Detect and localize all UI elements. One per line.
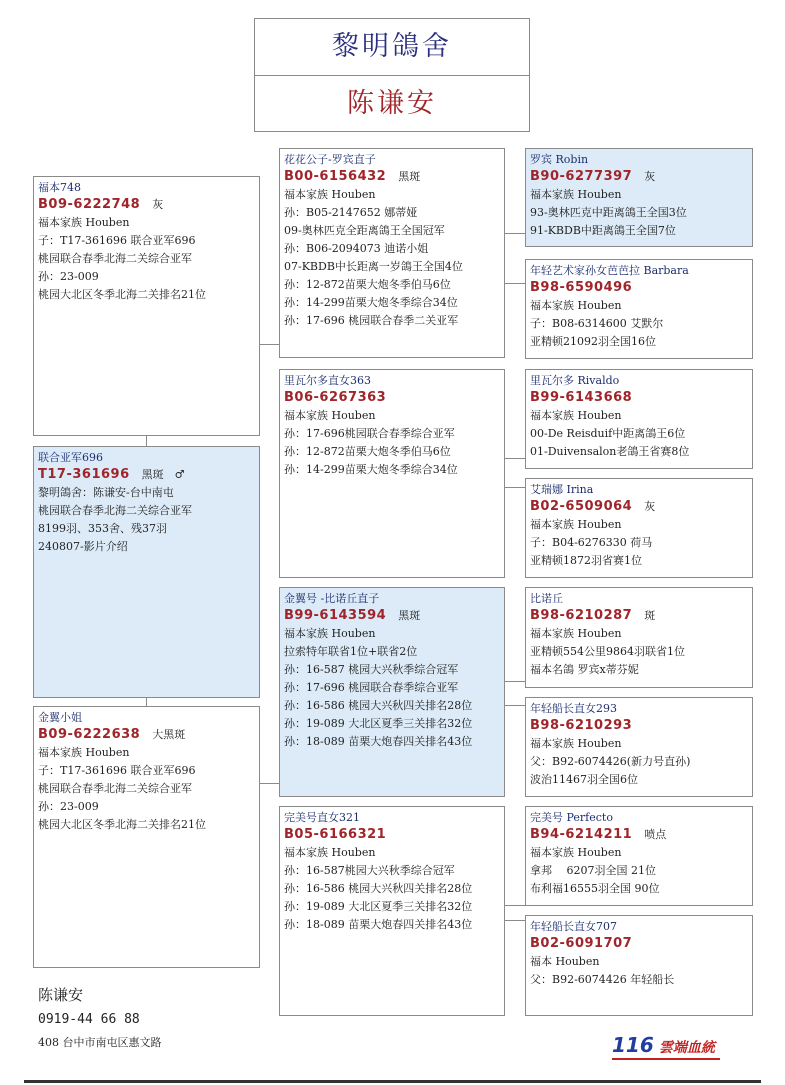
pigeon-name: 年轻艺术家孙女芭芭拉 Barbara (530, 264, 689, 277)
dam-dam-dam-card (525, 915, 753, 1016)
info-line: 01-Duivensalon老鴿王省赛8位 (530, 445, 690, 458)
info-line: 孙：B05-2147652 娜蒂娅 (284, 206, 418, 219)
info-line: 亚精顿554公里9864羽联省1位 (530, 645, 685, 658)
connector-line (504, 283, 525, 284)
info-line: 福本家族 Houben (284, 188, 376, 201)
feather-color: 灰 (644, 170, 656, 183)
connector-line (504, 458, 525, 459)
info-line: 福本家族 Houben (530, 409, 622, 422)
info-line: 孙：12-872苗栗大炮冬季伯马6位 (284, 445, 451, 458)
info-line: 拉索特年联省1位+联省2位 (284, 645, 418, 658)
ring-number: B06-6267363 (284, 390, 387, 405)
contact-address: 408 台中市南屯区惠文路 (38, 1036, 162, 1049)
info-line: 亚精顿21092羽全国16位 (530, 335, 656, 348)
ring-number: B94-6214211 喷点 (530, 827, 667, 842)
info-line: 91-KBDB中距离鴿王全国7位 (530, 224, 676, 237)
info-line: 黎明鴿舍：陈谦安-台中南屯 (38, 486, 174, 499)
info-line: 福本家族 Houben (530, 299, 622, 312)
bottom-rule (24, 1080, 761, 1083)
info-line: 93-奥林匹克中距离鴿王全国3位 (530, 206, 687, 219)
info-line: 福本家族 Houben (284, 409, 376, 422)
ring-number: B05-6166321 (284, 827, 387, 842)
connector-line (504, 905, 525, 906)
pigeon-name: 福本748 (38, 181, 81, 194)
pigeon-name: 里瓦尔多 Rivaldo (530, 374, 620, 387)
info-line: 福本家族 Houben (38, 216, 130, 229)
info-line: 福本家族 Houben (38, 746, 130, 759)
pigeon-name: 年轻船长直女293 (530, 702, 617, 715)
info-line: 桃园联合春季北海二关综合亚军 (38, 504, 192, 517)
title-box (254, 18, 530, 132)
ring-number: B09-6222638 大黑斑 (38, 727, 186, 742)
ring-number: B90-6277397 灰 (530, 169, 656, 184)
ring-number: B98-6210287 斑 (530, 608, 656, 623)
info-line: 亚精顿1872羽省赛1位 (530, 554, 642, 567)
pigeon-name: 比诺丘 (530, 592, 563, 605)
contact-name: 陈谦安 (38, 986, 84, 1004)
sire-dam-card (279, 369, 505, 578)
info-line: 父：B92-6074426(新力号直孙) (530, 755, 691, 768)
ring-number: B98-6210293 (530, 718, 633, 733)
logo-underline (612, 1058, 720, 1060)
feather-color: 黑斑 (398, 609, 421, 622)
info-line: 00-De Reisduif中距离鴿王6位 (530, 427, 686, 440)
info-line: 波治11467羽全国6位 (530, 773, 638, 786)
info-line: 09-奥林匹克全距离鴿王全国冠军 (284, 224, 445, 237)
info-line: 福本家族 Houben (530, 846, 622, 859)
info-line: 父：B92-6074426 年轻船长 (530, 973, 675, 986)
info-line: 孙：19-089 大北区夏季三关排名32位 (284, 900, 473, 913)
dam-card (33, 706, 260, 968)
feather-color: 黑斑 (398, 170, 421, 183)
info-line: 孙：23-009 (38, 800, 99, 813)
info-line: 孙：18-089 苗栗大炮春四关排名43位 (284, 735, 473, 748)
info-line: 福本名鴿 罗宾x蒂芬妮 (530, 663, 639, 676)
info-line: 布利福16555羽全国 90位 (530, 882, 660, 895)
info-line: 孙：23-009 (38, 270, 99, 283)
info-line: 子：T17-361696 联合亚军696 (38, 764, 196, 777)
sire-dam-dam-card (525, 478, 753, 578)
pigeon-name: 金翼小姐 (38, 711, 82, 724)
info-line: 福本家族 Houben (530, 518, 622, 531)
info-line: 孙：16-587 桃园大兴秋季综合冠军 (284, 663, 459, 676)
info-line: 孙：16-586 桃园大兴秋四关排名28位 (284, 882, 473, 895)
feather-color: 黑斑 ♂ (141, 468, 185, 481)
info-line: 福本家族 Houben (284, 627, 376, 640)
connector-line (260, 783, 279, 784)
connector-line (504, 705, 525, 706)
info-line: 福本家族 Houben (284, 846, 376, 859)
sire-card (33, 176, 260, 436)
owner-name: 陈谦安 (347, 88, 437, 119)
info-line: 8199羽、353舍、残37羽 (38, 522, 167, 535)
info-line: 孙：12-872苗栗大炮冬季伯马6位 (284, 278, 451, 291)
pigeon-name: 里瓦尔多直女363 (284, 374, 371, 387)
ring-number: B99-6143594 黑斑 (284, 608, 421, 623)
info-line: 福本家族 Houben (530, 627, 622, 640)
ring-number: B98-6590496 (530, 280, 633, 295)
pigeon-name: 花花公子-罗宾直子 (284, 153, 376, 166)
ring-number: B99-6143668 (530, 390, 633, 405)
info-line: 孙：19-089 大北区夏季三关排名32位 (284, 717, 473, 730)
ring-number: B02-6509064 灰 (530, 499, 656, 514)
sire-dam-sire-card (525, 369, 753, 469)
pigeon-name: 完美号直女321 (284, 811, 360, 824)
info-line: 桃园大北区冬季北海二关排名21位 (38, 818, 206, 831)
feather-color: 喷点 (644, 828, 667, 841)
ring-number: T17-361696 黑斑 ♂ (38, 467, 185, 482)
feather-color: 灰 (644, 500, 656, 513)
info-line: 孙：18-089 苗栗大炮春四关排名43位 (284, 918, 473, 931)
info-line: 孙：17-696桃园联合春季综合亚军 (284, 427, 455, 440)
info-line: 福本家族 Houben (530, 737, 622, 750)
info-line: 桃园大北区冬季北海二关排名21位 (38, 288, 206, 301)
info-line: 桃园联合春季北海二关综合亚军 (38, 782, 192, 795)
connector-line (504, 920, 525, 921)
info-line: 07-KBDB中长距离一岁鴿王全国4位 (284, 260, 463, 273)
info-line: 孙：14-299苗栗大炮冬季综合34位 (284, 296, 458, 309)
info-line: 孙：16-586 桃园大兴秋四关排名28位 (284, 699, 473, 712)
info-line: 240807-影片介绍 (38, 540, 128, 553)
info-line: 桃园联合春季北海二关综合亚军 (38, 252, 192, 265)
feather-color: 斑 (644, 609, 656, 622)
contact-block (38, 985, 162, 1051)
info-line: 福本家族 Houben (530, 188, 622, 201)
dam-dam-sire-card (525, 806, 753, 906)
info-line: 子：B08-6314600 艾默尔 (530, 317, 664, 330)
connector-line (504, 681, 525, 682)
logo-number: 116 (612, 1033, 654, 1057)
dam-sire-sire-card (525, 587, 753, 688)
feather-color: 灰 (152, 198, 164, 211)
dam-sire-dam-card (525, 697, 753, 797)
loft-name: 黎明鴿舍 (255, 19, 529, 76)
cloud-pedigree-logo (612, 1033, 715, 1057)
ring-number: B02-6091707 (530, 936, 633, 951)
pigeon-name: 年轻船长直女707 (530, 920, 617, 933)
info-line: 孙：B06-2094073 迪诺小姐 (284, 242, 429, 255)
ring-number: B00-6156432 黑斑 (284, 169, 421, 184)
connector-line (146, 698, 147, 706)
pigeon-name: 罗宾 Robin (530, 153, 589, 166)
pigeon-name: 艾瑞娜 Irina (530, 483, 594, 496)
info-line: 孙：17-696 桃园联合春季综合亚军 (284, 681, 459, 694)
info-line: 孙：16-587桃园大兴秋季综合冠军 (284, 864, 455, 877)
pigeon-name: 完美号 Perfecto (530, 811, 613, 824)
contact-phone: 0919-44 66 88 (38, 1012, 140, 1027)
subject-card (33, 446, 260, 698)
sire-sire-dam-card (525, 259, 753, 359)
feather-color: 大黑斑 (152, 728, 186, 741)
connector-line (504, 487, 525, 488)
connector-line (504, 233, 525, 234)
connector-line (146, 436, 147, 446)
info-line: 拿邦 6207羽全国 21位 (530, 864, 656, 877)
sire-sire-sire-card (525, 148, 753, 247)
connector-line (260, 344, 279, 345)
pigeon-name: 联合亚军696 (38, 451, 103, 464)
info-line: 福本 Houben (530, 955, 600, 968)
info-line: 子：T17-361696 联合亚军696 (38, 234, 196, 247)
dam-sire-card (279, 587, 505, 797)
ring-number: B09-6222748 灰 (38, 197, 164, 212)
dam-dam-card (279, 806, 505, 1016)
pigeon-name: 金翼号 -比诺丘直子 (284, 592, 380, 605)
info-line: 孙：17-696 桃园联合春季二关亚军 (284, 314, 459, 327)
logo-text: 雲端血統 (658, 1040, 715, 1056)
sire-sire-card (279, 148, 505, 358)
info-line: 子：B04-6276330 荷马 (530, 536, 653, 549)
info-line: 孙：14-299苗栗大炮冬季综合34位 (284, 463, 458, 476)
